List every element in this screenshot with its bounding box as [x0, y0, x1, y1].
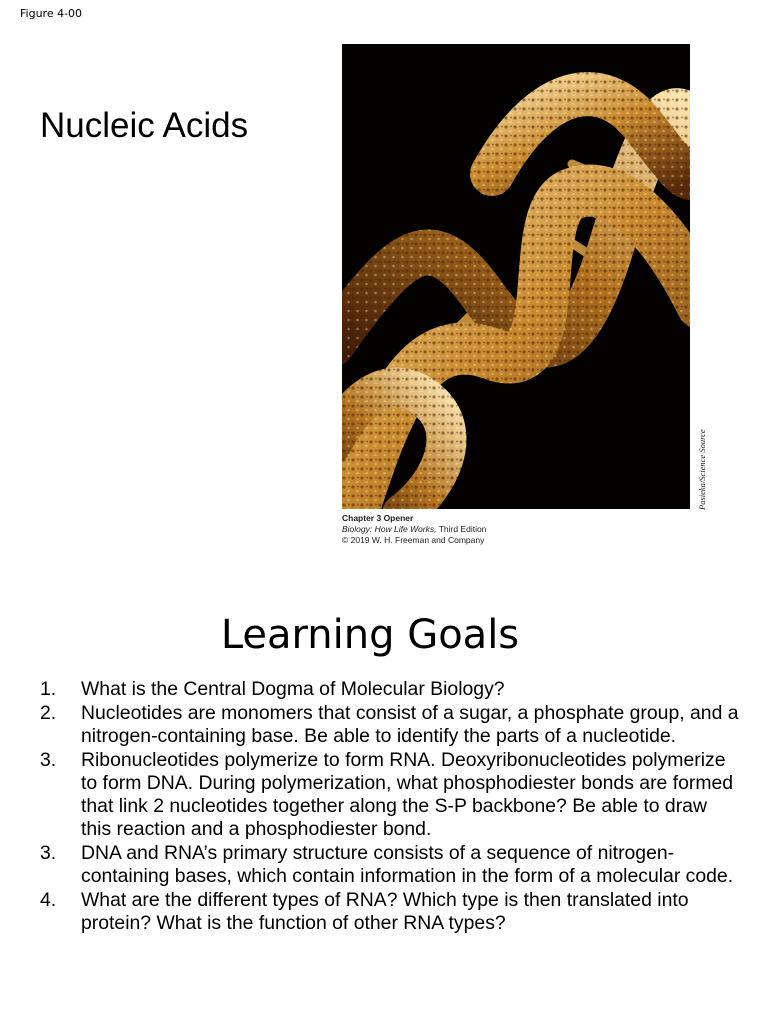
goal-text: Ribonucleotides polymerize to form RNA. Deoxyribonucleotides polymerize to form DNA. During polymerization, what phosphodiester bonds are formed that link 2 nucleotides together along the S-P backbone? Be able to draw this reaction and a phosphodiester bond.	[81, 749, 734, 840]
caption-book-title: Biology: How Life Works,	[342, 524, 437, 534]
slide-title: Nucleic Acids	[40, 106, 249, 145]
goal-number: 1.	[40, 678, 57, 700]
goal-text: DNA and RNA’s primary structure consists of a sequence of nitrogen-containing bases, which contain information in the form of a molecular code.	[81, 842, 734, 887]
photo-credit: Pasieka/Science Source	[697, 429, 707, 510]
caption-edition: Third Edition	[436, 524, 487, 534]
caption-book	[342, 524, 486, 535]
figure-caption	[342, 513, 486, 546]
dna-double-helix-image	[342, 44, 690, 509]
slide-learning-goals	[0, 580, 768, 1024]
figure-label: Figure 4-00	[20, 7, 83, 20]
goal-number: 4.	[40, 889, 57, 911]
goal-number: 2.	[40, 702, 57, 724]
learning-goal-item	[40, 749, 740, 841]
learning-goal-item	[40, 678, 740, 701]
goal-number: 3.	[40, 842, 57, 864]
learning-goal-item	[40, 889, 740, 935]
caption-chapter: Chapter 3 Opener	[342, 513, 414, 523]
learning-goal-item	[40, 842, 740, 888]
goal-text: Nucleotides are monomers that consist of a sugar, a phosphate group, and a nitrogen-containing base. Be able to identify the parts of a nucleotide.	[81, 702, 739, 747]
goal-text: What is the Central Dogma of Molecular Biology?	[81, 678, 505, 700]
caption-copyright: © 2019 W. H. Freeman and Company	[342, 535, 485, 545]
goal-number: 3.	[40, 749, 57, 771]
learning-goals-heading: Learning Goals	[220, 612, 520, 658]
learning-goals-list	[40, 678, 740, 936]
learning-goal-item	[40, 702, 740, 748]
goal-text: What are the different types of RNA? Which type is then translated into protein? What is the function of other RNA types?	[81, 889, 689, 934]
